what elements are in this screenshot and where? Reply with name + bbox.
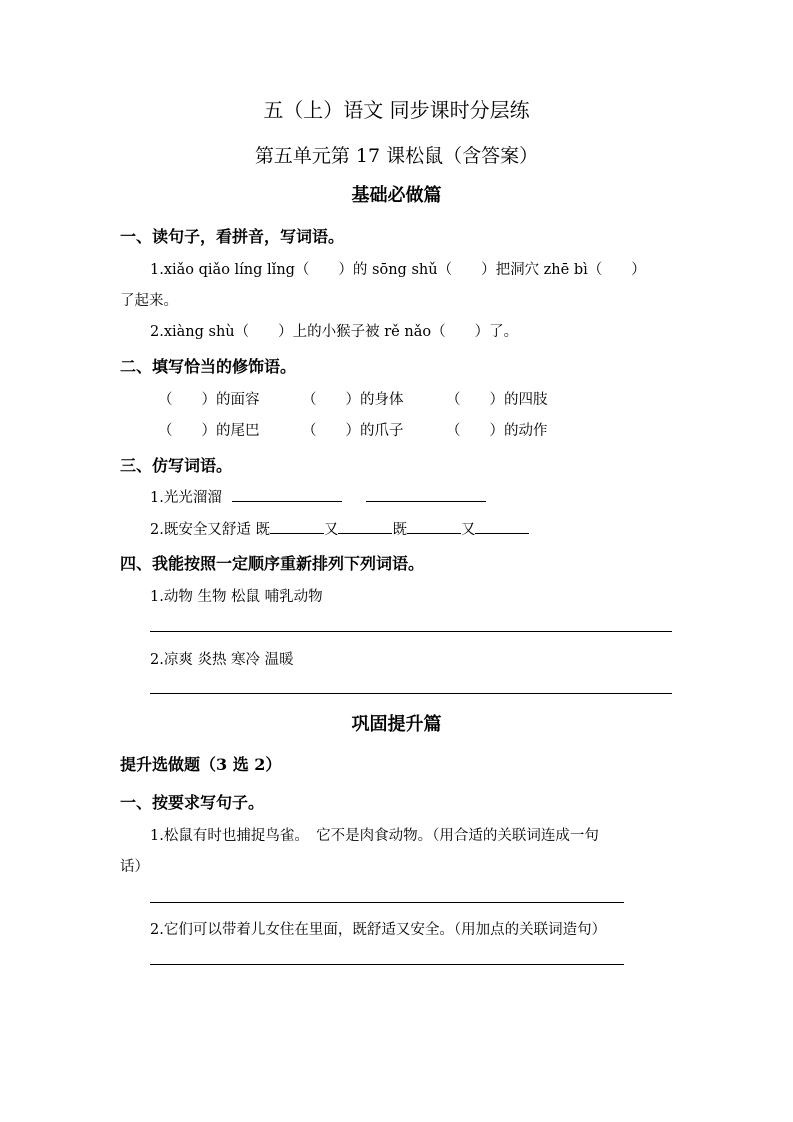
q3-line2 <box>150 518 529 539</box>
q4-line2: 2.凉爽 炎热 寒冷 温暖 <box>150 652 294 668</box>
pattern-word-you: 又 <box>460 522 476 538</box>
section-heading-advanced: 巩固提升篇 <box>351 714 442 735</box>
q2-item: （ ）的尾巴 <box>158 423 260 439</box>
section-heading-basic: 基础必做篇 <box>351 185 442 206</box>
q1-title: 一、读句子，看拼音，写词语。 <box>120 227 345 246</box>
pattern-word-you: 又 <box>323 522 339 538</box>
answer-blank[interactable] <box>270 519 324 534</box>
q2-title: 二、填写恰当的修饰语。 <box>120 357 297 376</box>
q1-line1: 1.xiǎo qiǎo líng lǐng（ ）的 sōng shǔ（ ）把洞穴 zhē bì（ ） <box>150 262 646 278</box>
answer-line[interactable] <box>150 693 672 694</box>
answer-blank[interactable] <box>407 519 461 534</box>
q2-item: （ ）的面容 <box>158 392 260 408</box>
adv-q1-line1-cont: 话） <box>120 859 149 875</box>
q2-item: （ ）的爪子 <box>302 423 404 439</box>
adv-q1-line2: 2.它们可以带着儿女住在里面，既舒适又安全。（用加点的关联词造句） <box>150 922 607 938</box>
lesson-title: 第五单元第 17 课松鼠（含答案） <box>254 145 539 167</box>
q2-item: （ ）的动作 <box>446 423 548 439</box>
answer-line[interactable] <box>150 902 624 903</box>
answer-blank[interactable] <box>338 519 392 534</box>
q3-title: 三、仿写词语。 <box>120 456 233 475</box>
answer-line[interactable] <box>150 631 672 632</box>
q4-line1: 1.动物 生物 松鼠 哺乳动物 <box>150 589 323 605</box>
q3-example-phrase: 2.既安全又舒适 <box>150 522 251 538</box>
q3-example-word: 1.光光溜溜 <box>150 490 222 506</box>
adv-q1-line1: 1.松鼠有时也捕捉鸟雀。 它不是肉食动物。（用合适的关联词连成一句 <box>150 828 599 844</box>
answer-line[interactable] <box>150 964 624 965</box>
page-title: 五（上）语文 同步课时分层练 <box>263 98 530 122</box>
q2-item: （ ）的身体 <box>302 392 404 408</box>
q1-line1-cont: 了起来。 <box>120 293 178 309</box>
q2-item: （ ）的四肢 <box>446 392 548 408</box>
q3-line1 <box>150 486 486 507</box>
adv-q1-title: 一、按要求写句子。 <box>120 793 265 812</box>
answer-blank[interactable] <box>475 519 529 534</box>
pattern-word-ji: 既 <box>392 522 407 538</box>
optional-note: 提升选做题（3 选 2） <box>120 755 282 774</box>
q4-title: 四、我能按照一定顺序重新排列下列词语。 <box>120 554 425 573</box>
pattern-word-ji: 既 <box>255 522 270 538</box>
answer-blank[interactable] <box>232 487 342 502</box>
q1-line2: 2.xiàng shù（ ）上的小猴子被 rě nǎo（ ）了。 <box>150 324 519 340</box>
answer-blank[interactable] <box>366 487 486 502</box>
